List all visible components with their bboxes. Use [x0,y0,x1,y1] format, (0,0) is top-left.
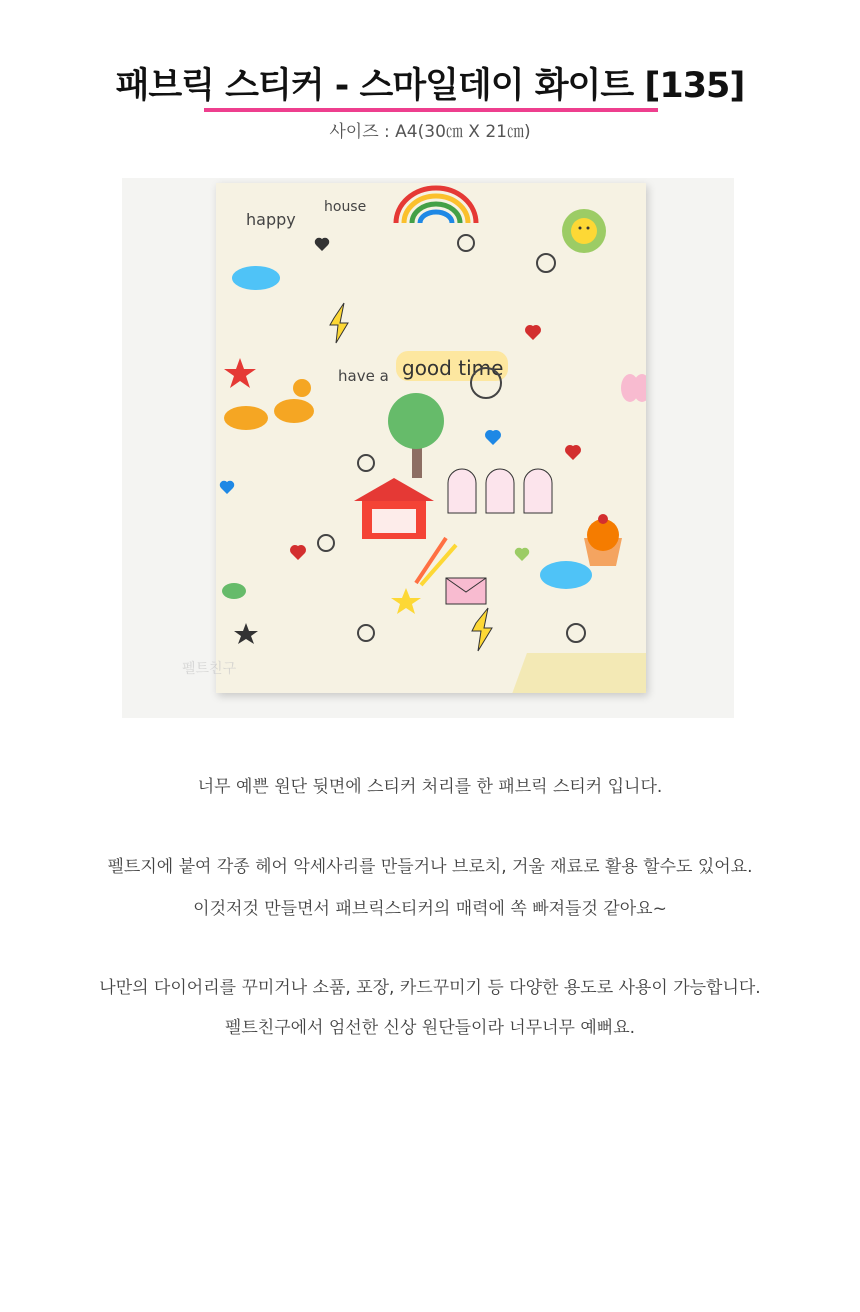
doodle-word-have-a: have a [338,367,389,385]
butterfly-icon [621,374,646,402]
house-icon [354,478,434,539]
doodle-word-good-time: good time [402,356,504,380]
title-underline [204,108,658,112]
fabric-sticker-sheet [216,183,646,693]
cupcake-icon [584,514,622,566]
description-line-4: 나만의 다이어리를 꾸미거나 소품, 포장, 카드꾸미기 등 다양한 용도로 사용이 가능합니다. [99,978,761,998]
doodle-word-house: house [324,199,367,215]
ghost-icons [448,469,552,513]
product-photo [122,178,734,718]
envelope-icon [446,578,486,604]
description-line-3: 이것저것 만들면서 패브릭스티커의 매력에 쏙 빠져들것 같아요~ [193,899,667,919]
description-line-2: 펠트지에 붙여 각종 헤어 악세사리를 만들거나 브로치, 거울 재료로 활용 할수도 있어요. [107,857,753,877]
sheet-curl [505,653,646,693]
size-info: 사이즈 : A4(30㎝ X 21㎝) [329,122,531,142]
description-line-5: 펠트친구에서 엄선한 신상 원단들이라 너무너무 예뻐요. [224,1018,636,1038]
doodle-word-happy: happy [246,210,296,229]
tree-icon [388,393,444,478]
leaf-icon [222,583,246,599]
description-line-1: 너무 예쁜 원단 뒷면에 스티커 처리를 한 패브릭 스티커 입니다. [197,777,663,797]
smiley-flower-icon [562,209,606,253]
dog-icons [224,379,314,430]
watermark: 펠트친구 [182,661,237,677]
doodle-pattern [216,183,646,693]
product-title: 패브릭 스티커 - 스마일데이 화이트 [135] [115,66,745,106]
rainbow-icon [396,188,476,223]
